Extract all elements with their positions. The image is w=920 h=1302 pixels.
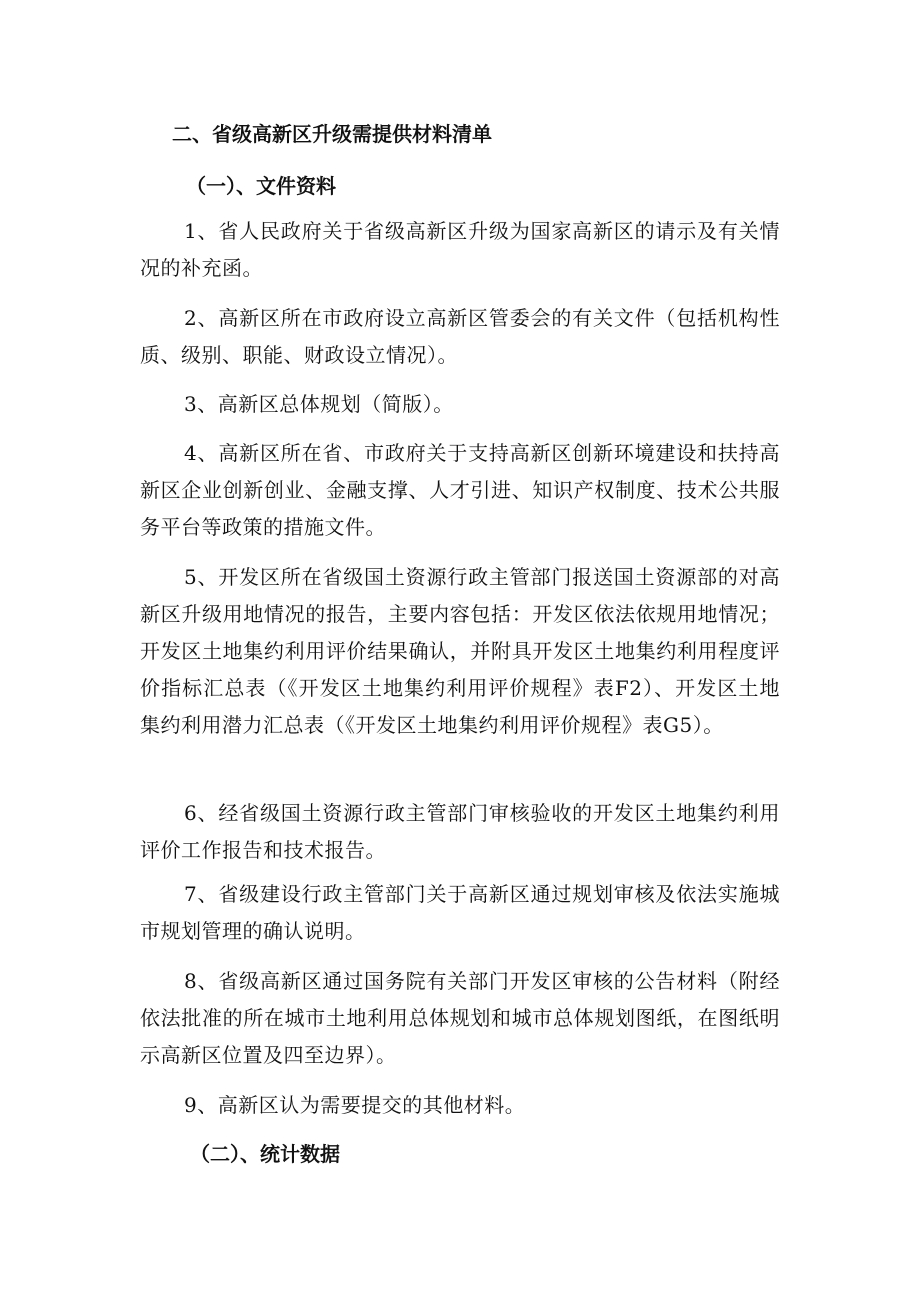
list-item-6: 6、经省级国土资源行政主管部门审核验收的开发区土地集约利用评价工作报告和技术报告。 xyxy=(140,801,780,862)
list-item-1: 1、省人民政府关于省级高新区升级为国家高新区的请示及有关情况的补充函。 xyxy=(140,219,780,280)
list-item-4: 4、高新区所在省、市政府关于支持高新区创新环境建设和扶持高新区企业创新创业、金融支撑、人才引进、知识产权制度、技术公共服务平台等政策的措施文件。 xyxy=(140,441,780,539)
section-title: 二、省级高新区升级需提供材料清单 xyxy=(172,122,492,146)
subsection-title-statistics: （二）、统计数据 xyxy=(190,1142,340,1166)
list-item-8: 8、省级高新区通过国务院有关部门开发区审核的公告材料（附经依法批准的所在城市土地利用总体规划和城市总体规划图纸，在图纸明示高新区位置及四至边界）。 xyxy=(140,969,780,1067)
list-item-7: 7、省级建设行政主管部门关于高新区通过规划审核及依法实施城市规划管理的确认说明。 xyxy=(140,882,780,943)
list-item-5: 5、开发区所在省级国土资源行政主管部门报送国土资源部的对高新区升级用地情况的报告，主要内容包括：开发区依法依规用地情况；开发区土地集约利用评价结果确认，并附具开发区土地集约利用程度评价指标汇总表（《开发区土地集约利用评价规程》表F2）、开发区土地集约利用潜力汇总表（《开发区土地集约利用评价规程》表G5）。 xyxy=(140,565,780,737)
subsection-title-documents: （一）、文件资料 xyxy=(186,174,336,198)
list-item-9: 9、高新区认为需要提交的其他材料。 xyxy=(184,1093,526,1117)
list-item-2: 2、高新区所在市政府设立高新区管委会的有关文件（包括机构性质、级别、职能、财政设立情况）。 xyxy=(140,306,780,367)
list-item-3: 3、高新区总体规划（简版）。 xyxy=(184,392,454,416)
